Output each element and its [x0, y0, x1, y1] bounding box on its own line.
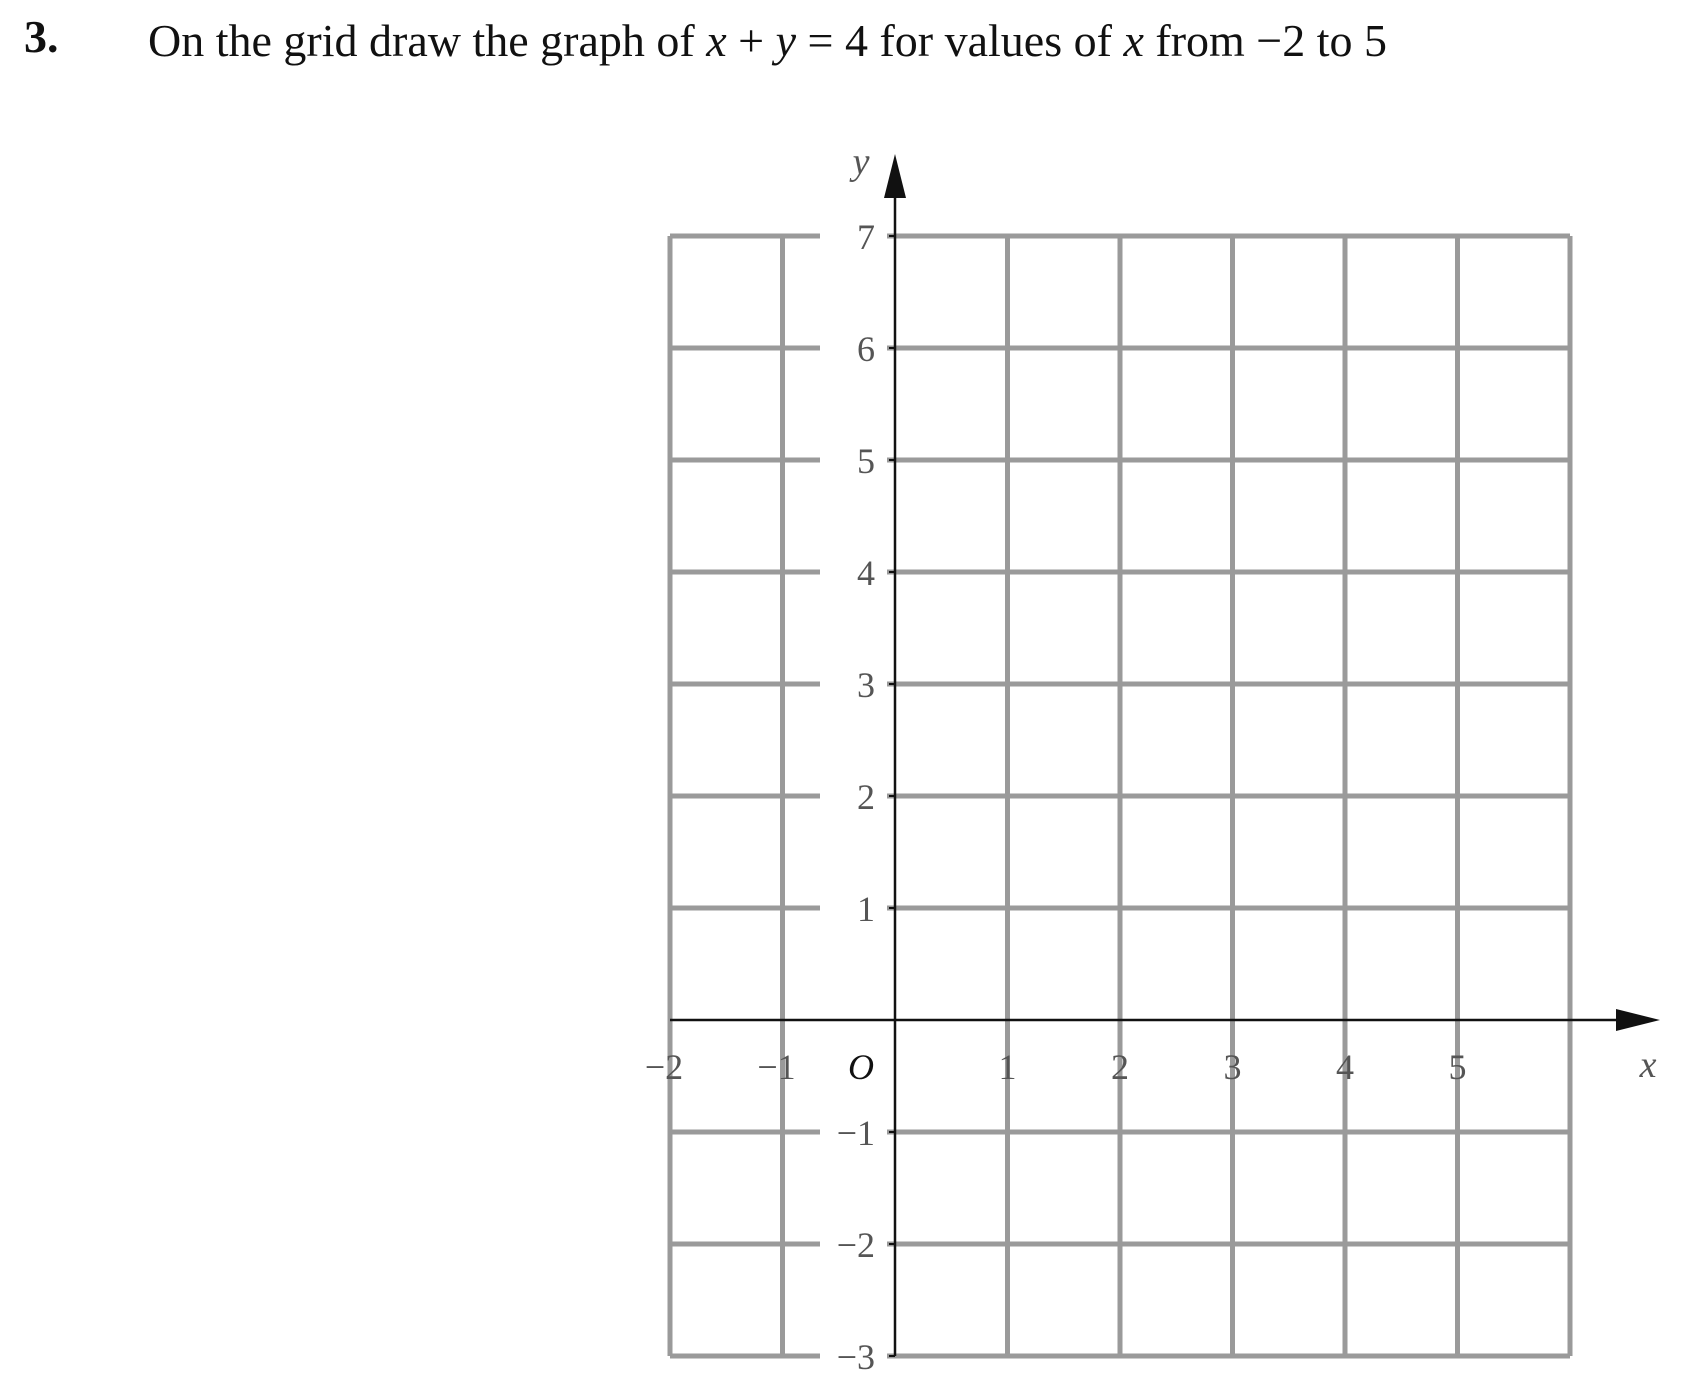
origin-label: O: [848, 1047, 874, 1087]
y-tick-label: 1: [857, 889, 875, 929]
y-tick-label: 2: [857, 777, 875, 817]
x-tick-label: 5: [1448, 1047, 1467, 1087]
x-tick-label: 1: [998, 1047, 1017, 1087]
x-tick-label: −2: [644, 1047, 684, 1087]
equation-rest: = 4 for values of: [796, 15, 1124, 66]
y-tick-label: −1: [836, 1113, 875, 1153]
y-tick-label: 7: [857, 217, 875, 257]
x-tick-label: −1: [757, 1047, 796, 1087]
y-tick-label: −2: [836, 1225, 875, 1265]
grid-lines: [670, 236, 1570, 1356]
y-tick-label: 4: [857, 553, 875, 593]
variable-y: y: [775, 15, 797, 66]
axis-labels: [645, 141, 1657, 1377]
y-axis-label: y: [852, 141, 870, 183]
x-axis-label: x: [1639, 1044, 1657, 1086]
y-tick-label: 3: [857, 665, 875, 705]
plus-sign: +: [726, 15, 776, 66]
x-axis-arrow-icon: [1616, 1009, 1660, 1031]
y-tick-label: 6: [857, 329, 875, 369]
x-tick-label: 3: [1223, 1047, 1242, 1087]
axes: [670, 154, 1660, 1356]
range-text: from −2 to 5: [1143, 15, 1388, 66]
x-tick-label: 2: [1111, 1047, 1129, 1087]
question-number: 3.: [24, 11, 59, 62]
variable-x: x: [706, 15, 727, 66]
y-tick-label: −3: [836, 1337, 875, 1377]
question-prefix: On the grid draw the graph of: [148, 15, 707, 66]
y-tick-label: 5: [857, 441, 875, 481]
x-tick-label: 4: [1336, 1047, 1354, 1087]
y-axis-arrow-icon: [884, 154, 906, 198]
variable-x-second: x: [1123, 15, 1144, 66]
